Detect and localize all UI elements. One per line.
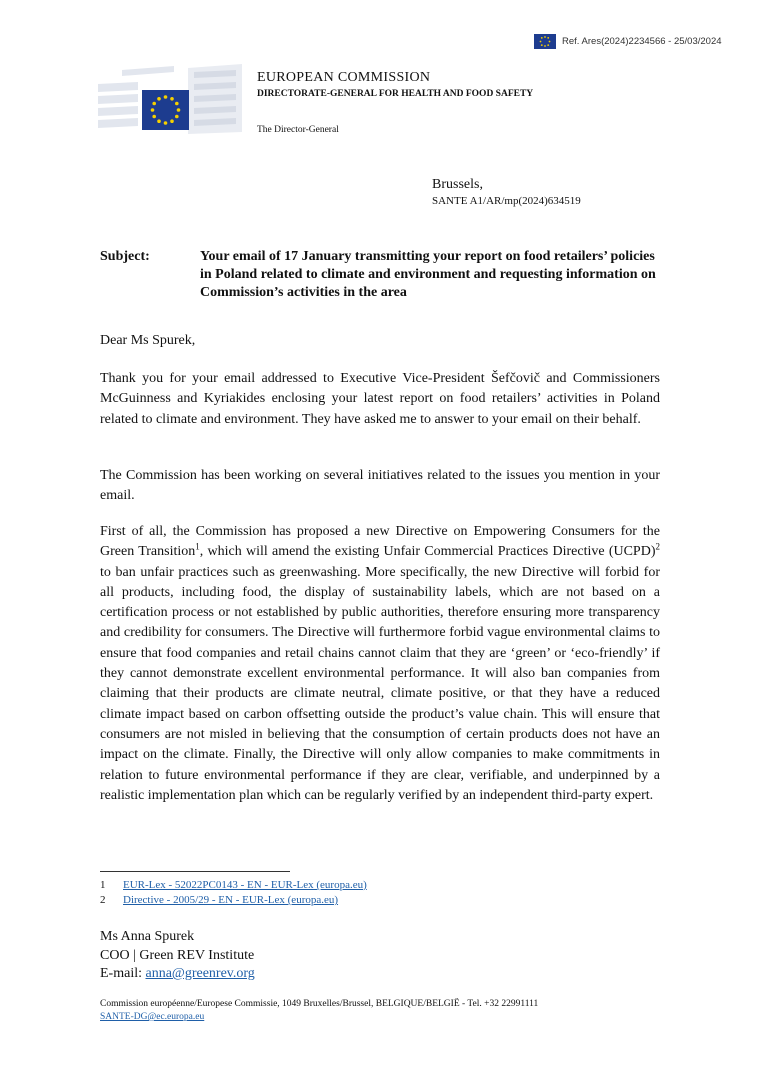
addressee-email-line bbox=[100, 964, 255, 983]
footnote-ref-2: 2 bbox=[655, 541, 660, 552]
paragraph-3-part-a: First of all, the Commission has proposed a new Directive on Empowering Consumers for the Green Transition bbox=[100, 524, 660, 560]
footnote-link-2[interactable]: Directive - 2005/29 - EN - EUR-Lex (europa.eu) bbox=[123, 894, 339, 906]
letter-place: Brussels, bbox=[432, 177, 483, 192]
paragraph-3 bbox=[100, 522, 660, 806]
footnote-number: 1 bbox=[100, 879, 106, 891]
directorate-name: DIRECTORATE-GENERAL FOR HEALTH AND FOOD SAFETY bbox=[257, 89, 534, 99]
subject-block bbox=[100, 248, 668, 302]
email-label: E-mail: bbox=[100, 966, 146, 981]
paragraph-1: Thank you for your email addressed to Executive Vice-President Šefčovič and Commissioners McGuinness and Kyriakides enclosing your latest report on food retailers’ activities in Poland related to climate and environment. They have asked me to answer to your email on their behalf. bbox=[100, 371, 660, 427]
footnote-link-1[interactable]: EUR-Lex - 52022PC0143 - EN - EUR-Lex (europa.eu) bbox=[123, 879, 367, 891]
salutation: Dear Ms Spurek, bbox=[100, 333, 196, 348]
footnote-2 bbox=[100, 894, 338, 906]
subject-label: Subject: bbox=[100, 249, 150, 264]
footnote-1 bbox=[100, 879, 367, 891]
paragraph-3-part-c: to ban unfair practices such as greenwashing. More specifically, the new Directive will forbid for all products, including food, the display of sustainability labels, which are not based on a certification process or not established by public authorities, therefore ensuring more transparency and credibility for consumers. The Directive will furthermore forbid vague environmental claims to ensure that food companies and retail chains cannot claim that they are ‘green’ or ‘eco-friendly’ if they cannot demonstrate excellent environmental performance. It will also ban companies from claiming that their products are climate neutral, climate positive, or that they have a reduced climate impact based on carbon offsetting outside the product’s value chain. This will ensure that consumers are not misled in believing that the consumption of certain products does not have an impact on the climate. Finally, the Directive will only allow companies to make commitments in relation to future environmental performance if they are clear, verifiable, and underpinned by a realistic implementation plan which can be regularly verified by an independent third-party expert. bbox=[100, 564, 660, 803]
eu-flag-icon bbox=[534, 34, 556, 49]
signatory-role: The Director-General bbox=[257, 125, 339, 135]
letter-footer bbox=[100, 998, 538, 1024]
organisation-name: EUROPEAN COMMISSION bbox=[257, 70, 431, 85]
paragraph-2: The Commission has been working on several initiatives related to the issues you mention in your email. bbox=[100, 468, 660, 504]
ares-reference: Ref. Ares(2024)2234566 - 25/03/2024 bbox=[562, 36, 722, 47]
addressee-email-link[interactable]: anna@greenrev.org bbox=[145, 966, 255, 981]
footer-address: Commission européenne/Europese Commissie, 1049 Bruxelles/Brussel, BELGIQUE/BELGIË - Tel. +32 22991111 bbox=[100, 999, 539, 1009]
subject-text: Your email of 17 January transmitting your report on food retailers’ policies in Poland related to climate and environment and requesting information on Commission’s activities in the area bbox=[200, 249, 656, 300]
addressee-organisation: COO | Green REV Institute bbox=[100, 948, 255, 963]
european-commission-logo bbox=[98, 62, 242, 134]
footnote-number: 2 bbox=[100, 894, 106, 906]
ares-stamp bbox=[534, 34, 722, 49]
paragraph-3-part-b: , which will amend the existing Unfair Commercial Practices Directive (UCPD) bbox=[199, 544, 656, 560]
footer-email-link[interactable]: SANTE-DG@ec.europa.eu bbox=[100, 1012, 205, 1022]
letter-reference: SANTE A1/AR/mp(2024)634519 bbox=[432, 195, 581, 207]
footnote-ref-1: 1 bbox=[195, 541, 200, 552]
addressee-name: Ms Anna Spurek bbox=[100, 929, 195, 944]
footnote-divider bbox=[100, 871, 290, 872]
